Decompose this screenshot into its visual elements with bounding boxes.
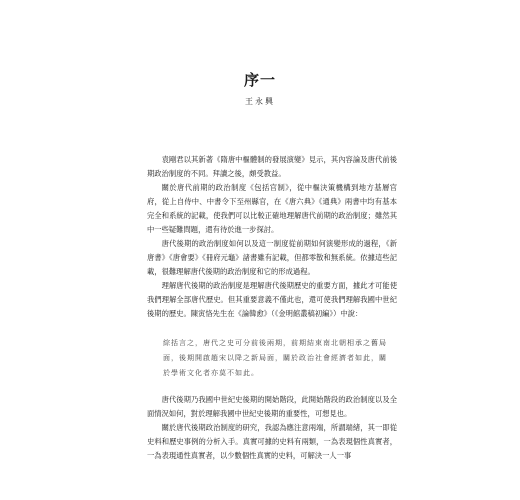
body-paragraph — [147, 181, 397, 237]
paragraph-1: 袁剛君以其新著《隋唐中樞體制的發展演變》見示，其內容論及唐代前後期政治制度的不同。拜讀之後，頗受教益。 — [147, 155, 397, 178]
body-paragraph — [147, 421, 397, 463]
block-quote: 綜括言之，唐代之史可分前後兩期，前期結束南北朝相承之舊局面，後期開啟趙宋以降之新局面，關於政治社會經濟者如此，關於學術文化者亦莫不如此。 — [163, 339, 387, 377]
body-paragraph — [147, 393, 397, 421]
body-paragraph — [147, 153, 397, 181]
author-name: 王永興 — [245, 97, 275, 106]
paragraph-2: 關於唐代前期的政治制度《包括官制》，從中樞決策機構到地方基層官府，從上自侍中、中書令下至州縣官，在《唐六典》《通典》兩書中均有基本完全和系統的記載，使我們可以比較正確地理解唐代前期的政治制度；雖然其中一些疑難問題，還有待於進一步探討。 — [147, 183, 397, 234]
paragraph-3: 唐代後期的政治制度如何以及這一制度從前期如何演變形成的過程，《新唐書》《唐會要》《冊府元龜》諸書雖有記載，但都零散和無系統。依據這些記載，很難理解唐代後期的政治制度和它的形成過程。 — [147, 239, 397, 276]
paragraph-5: 唐代後期乃我國中世紀史後期的開始階段，此開始階段的政治制度以及全面情況如何，對於理解我國中世紀史後期的重要性，可想見也。 — [147, 395, 397, 418]
page-title: 序一 — [243, 71, 276, 89]
paragraph-4: 理解唐代後期的政治制度是理解唐代後期歷史的重要方面，據此才可能使我們理解全部唐代歷史。但其重要意義不僅此也，還可使我們理解我國中世紀後期的歷史。陳寅恪先生在《論韓愈》（《金明館叢稿初編》）中說： — [147, 281, 397, 318]
body-paragraph — [147, 237, 397, 279]
body-paragraph — [147, 279, 397, 321]
paragraph-6: 關於唐代後期政治制度的研究，我認為應注意兩端，所謂端緒，其一即從史料和歷史事例的分析入手。真實可據的史料有兩類，一為表現個性真實者，一為表現通性真實者，以少數個性真實的史料，可解決一人一事 — [147, 423, 397, 460]
